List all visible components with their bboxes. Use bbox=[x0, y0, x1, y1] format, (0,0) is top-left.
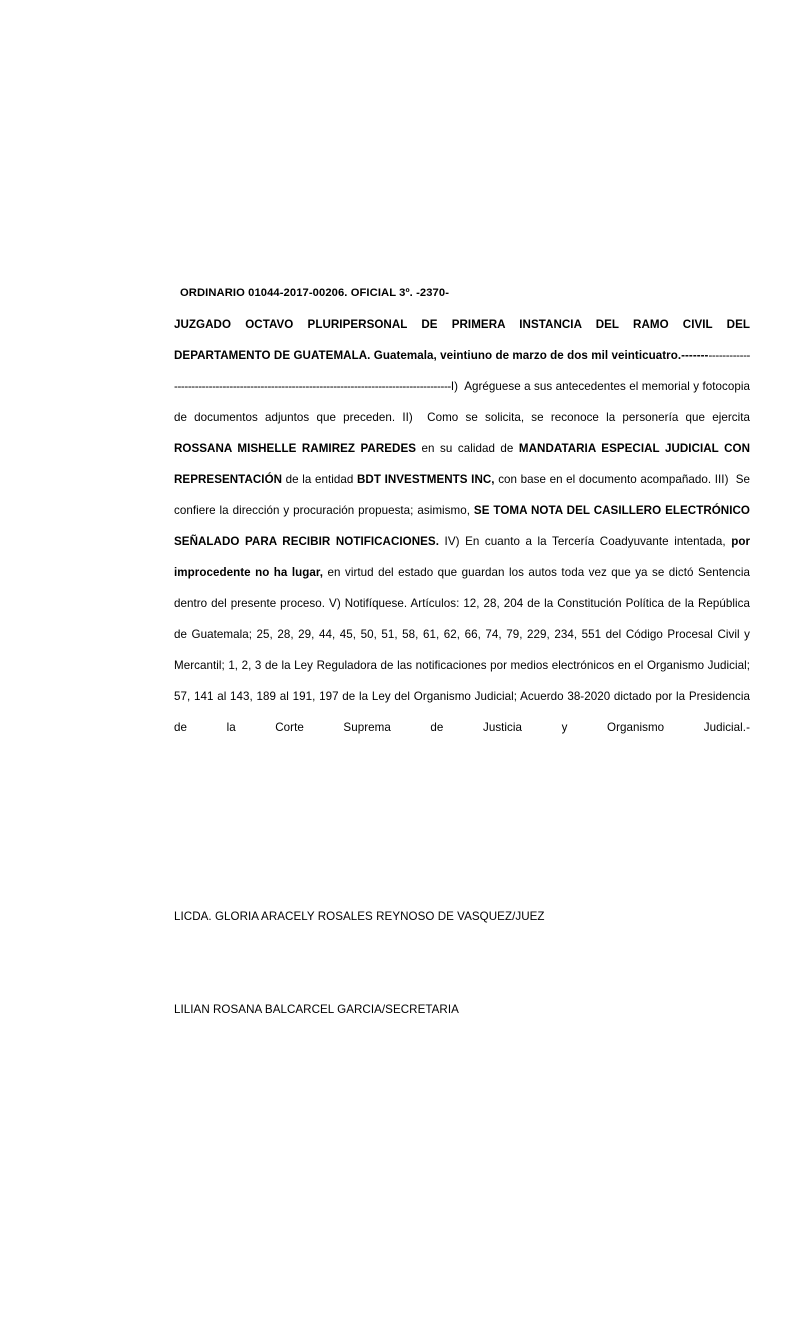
secretary-signature-block bbox=[174, 1001, 750, 1019]
item-1-marker: I) bbox=[450, 380, 459, 393]
item-2-text-after-name: en su calidad de bbox=[421, 442, 514, 455]
item-2-text-end: con base en el documento acompañado. bbox=[498, 473, 712, 486]
articles-civil-code: 25, 28, 29, 44, 45, 50, 51, 58, 61, 62, 66, 74, 79, 229, 234, 551 del Código Procesal Civil y Mercantil; bbox=[174, 628, 751, 672]
item-4-text-after: en virtud del estado que guardan los autos toda vez que ya se dictó Sentencia dentro del presente proceso. bbox=[174, 566, 750, 610]
item-4-text-before: En cuanto a la Tercería Coadyuvante intentada, bbox=[465, 535, 726, 548]
leader-rule: -------------------------------------------------------------------------------------------- bbox=[174, 349, 750, 393]
item-3-marker: III) bbox=[714, 473, 729, 486]
item-3-text-before: Se confiere la dirección y procuración propuesta; asimismo, bbox=[174, 473, 750, 517]
electronic-mailbox-note: SE TOMA NOTA DEL CASILLERO ELECTRÓNICO SEÑALADO PARA RECIBIR NOTIFICACIONES. bbox=[174, 504, 750, 548]
item-2-text-before-name: Como se solicita, se reconoce la personería que ejercita bbox=[427, 411, 750, 424]
resolution-paragraph bbox=[174, 309, 750, 774]
judge-signature-block bbox=[174, 908, 750, 926]
articles-agreement: Acuerdo 38-2020 dictado por la Presidencia de la Corte Suprema de Justicia y Organismo Judicial.- bbox=[174, 690, 750, 734]
articles-constitution: 12, 28, 204 de la Constitución Política de la República de Guatemala; bbox=[174, 597, 751, 641]
judge-name: LICDA. GLORIA ARACELY ROSALES REYNOSO DE VASQUEZ/JUEZ bbox=[174, 910, 545, 923]
articles-label: Artículos: bbox=[410, 597, 460, 610]
entity-name: BDT INVESTMENTS INC, bbox=[357, 473, 495, 486]
case-number-header: ORDINARIO 01044-2017-00206. OFICIAL 3º. -2370- bbox=[180, 287, 450, 299]
legal-capacity: MANDATARIA ESPECIAL JUDICIAL CON REPRESENTACIÓN bbox=[174, 442, 750, 486]
articles-judicial-law: 57, 141 al 143, 189 al 191, 197 de la Ley del Organismo Judicial; bbox=[174, 690, 517, 703]
grantee-name: ROSSANA MISHELLE RAMIREZ PAREDES bbox=[174, 442, 417, 455]
ruling-emphasis: por improcedente no ha lugar, bbox=[174, 535, 751, 579]
item-5-text: Notifíquese. bbox=[344, 597, 408, 610]
item-5-marker: V) bbox=[329, 597, 341, 610]
item-2-entity-lead: de la entidad bbox=[285, 473, 354, 486]
document-text-block bbox=[174, 278, 750, 774]
item-2-marker: II) bbox=[402, 411, 413, 424]
court-heading: JUZGADO OCTAVO PLURIPERSONAL DE PRIMERA INSTANCIA DEL RAMO CIVIL DEL DEPARTAMENTO DE GUATEMALA. bbox=[174, 318, 750, 362]
secretary-name: LILIAN ROSANA BALCARCEL GARCIA/SECRETARIA bbox=[174, 1003, 459, 1016]
item-1-text: Agréguese a sus antecedentes el memorial y fotocopia de documentos adjuntos que preceden. bbox=[174, 380, 750, 424]
item-4-marker: IV) bbox=[444, 535, 460, 548]
articles-notifications-law: 1, 2, 3 de la Ley Reguladora de las notificaciones por medios electrónicos en el Organismo Judicial; bbox=[228, 659, 750, 672]
place-and-date: Guatemala, veintiuno de marzo de dos mil veinticuatro.------- bbox=[373, 349, 709, 362]
